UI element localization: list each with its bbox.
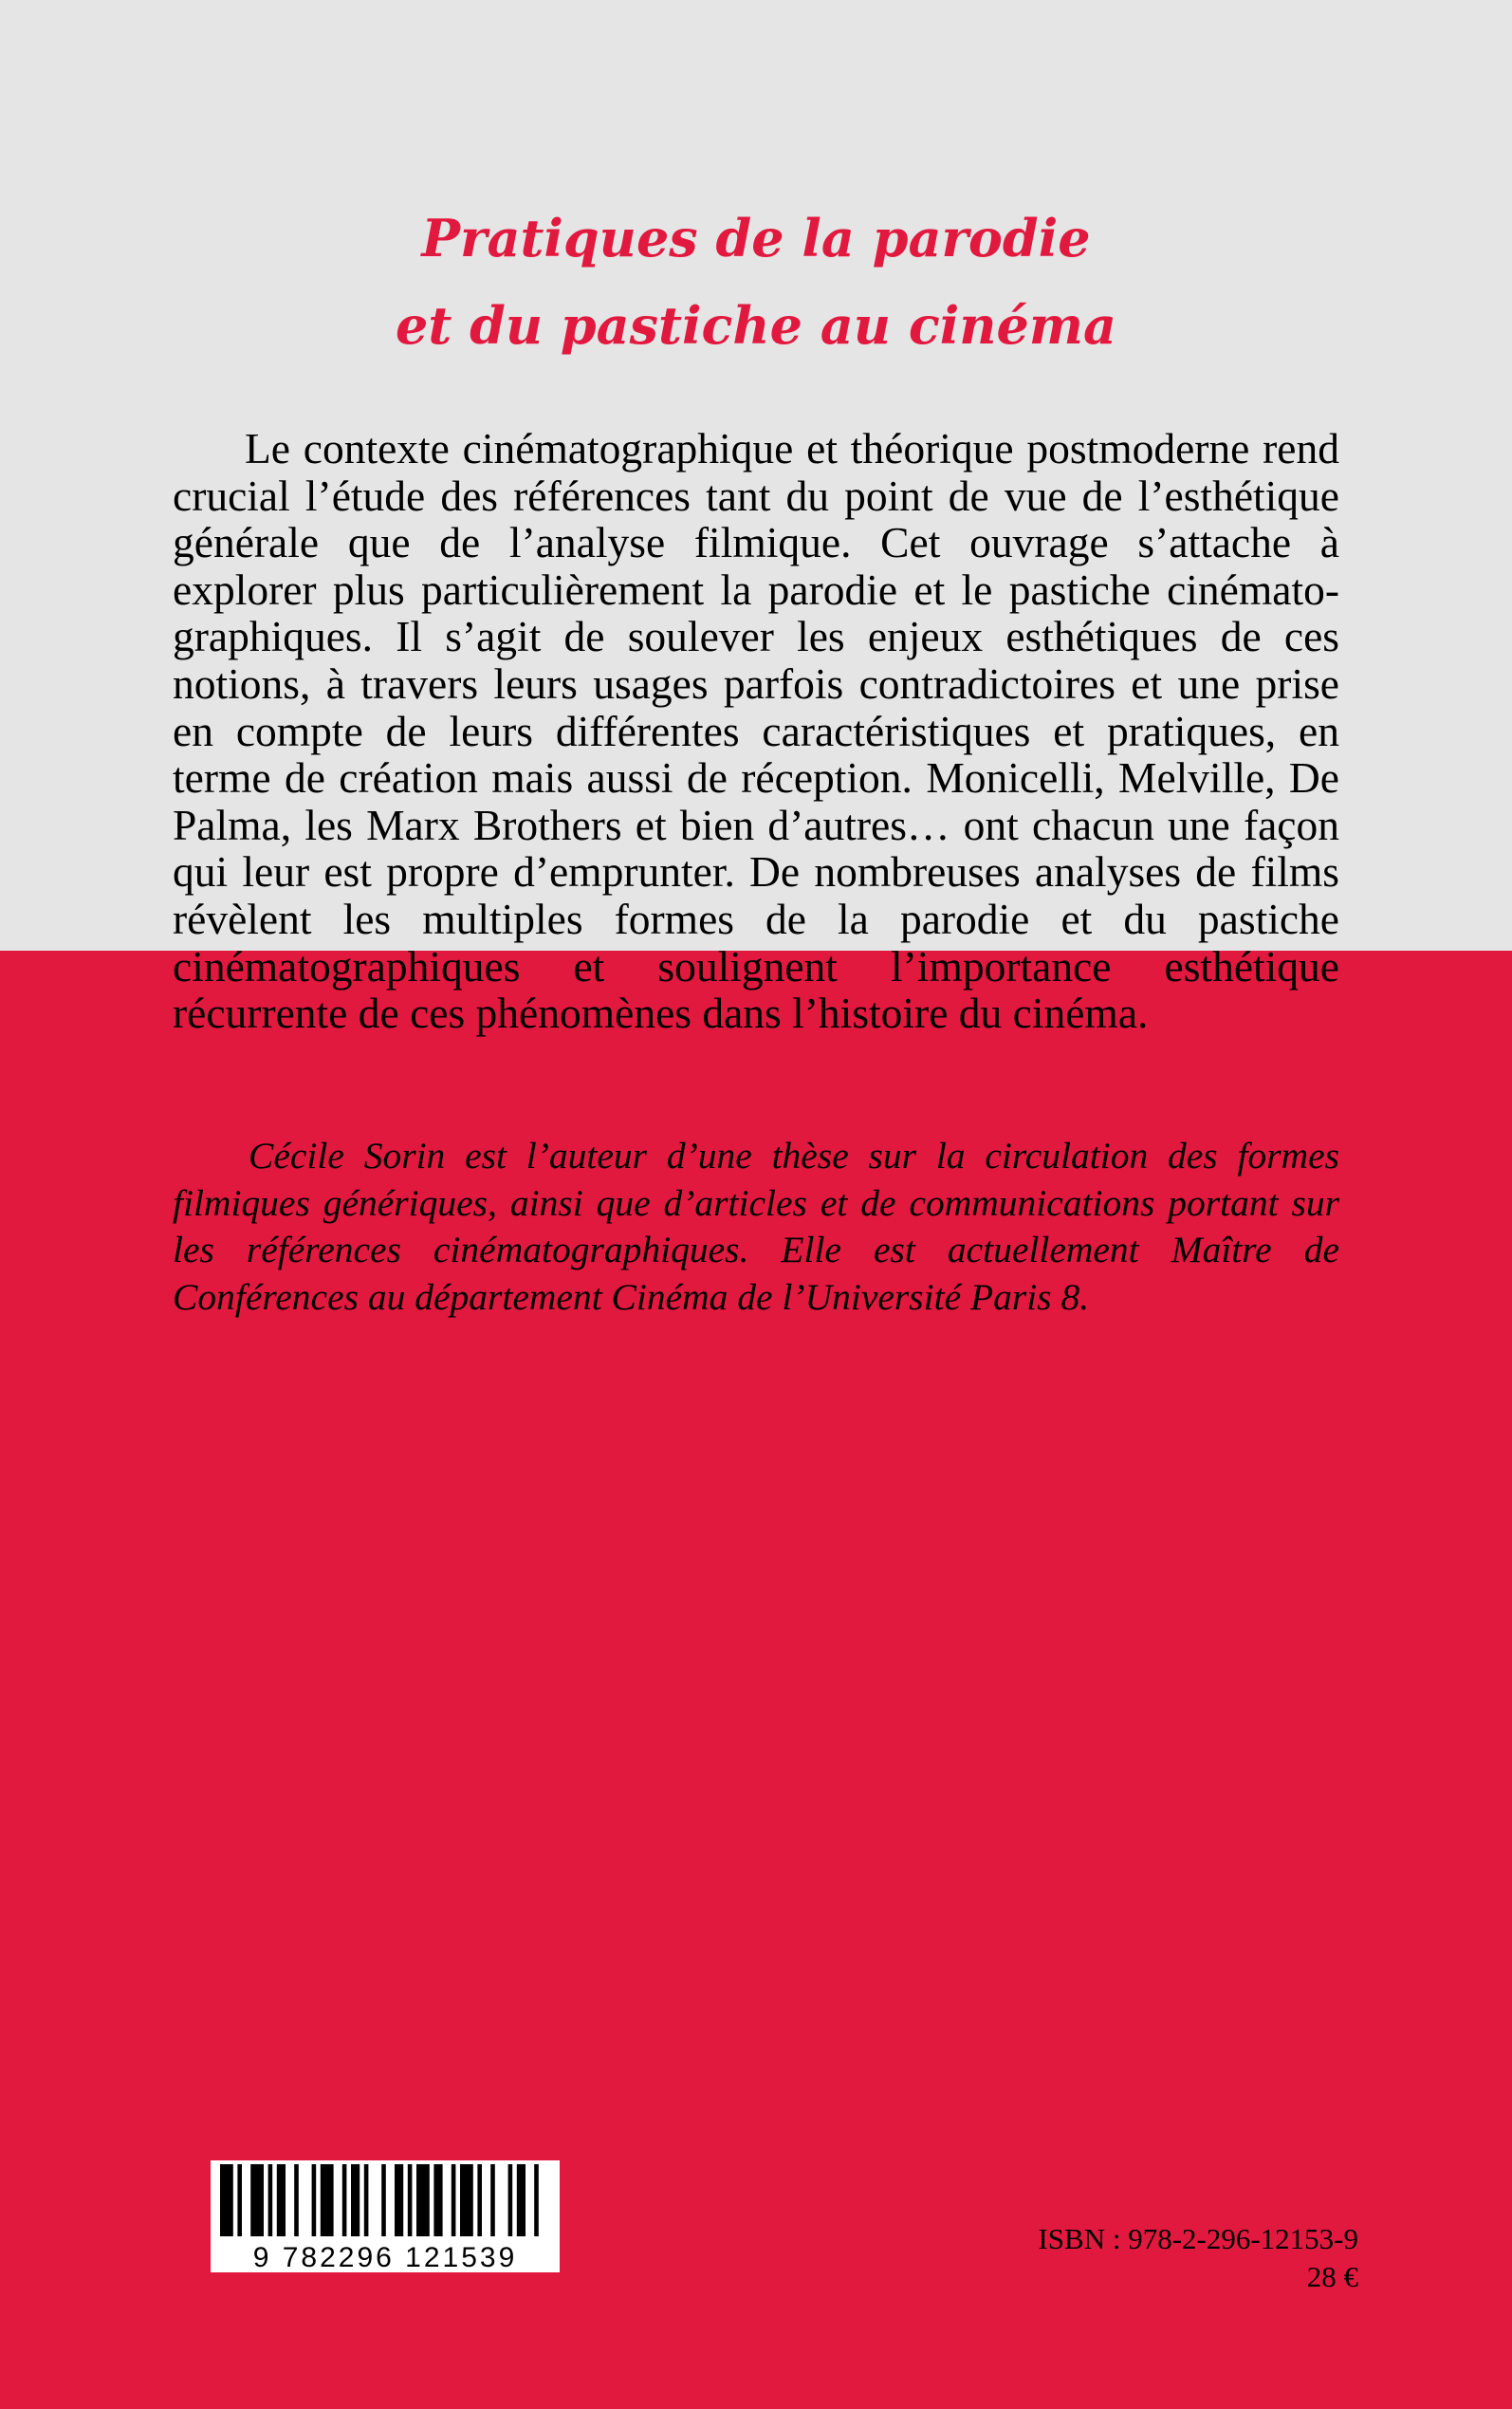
barcode-bar <box>364 2164 369 2236</box>
barcode-bar <box>294 2164 299 2236</box>
barcode-bar <box>220 2164 233 2236</box>
barcode-bar <box>237 2164 242 2236</box>
barcode-bar <box>477 2164 482 2236</box>
barcode-bar <box>534 2164 539 2236</box>
barcode-bar <box>416 2164 430 2236</box>
barcode-bar <box>277 2164 286 2236</box>
barcode-bar <box>342 2164 347 2236</box>
title-line-2: et du pastiche au cinéma <box>395 295 1116 356</box>
barcode-bar <box>490 2164 495 2236</box>
barcode-bar <box>460 2164 473 2236</box>
title-line-1: Pratiques de la parodie <box>421 208 1091 269</box>
barcode-bar <box>312 2164 317 2236</box>
barcode-bar <box>508 2164 513 2236</box>
barcode-bar <box>268 2164 273 2236</box>
book-blurb: Le contexte cinématographique et théorique postmoderne rend crucial l’étude des références tant du point de vue de l’esthétique générale que de l’analyse filmique. Cet ouvrage s’attache à explorer plus particulièrement la parodie et le pastiche cinématographiques. Il s’agit de soulever les enjeux esthétiques de ces notions, à travers leurs usages parfois contradictoires et une prise en compte de leurs différentes caractéristiques et pratiques, en terme de création mais aussi de réception. Monicelli, Melville, De Palma, les Marx Brothers et bien d’autres… ont chacun une façon qui leur est propre d’emprunter. De nombreuses analyses de films révèlent les multiples formes de la parodie et du pastiche cinématographiques et soulignent l’importance esthétique récurrente de ces phénomènes dans l’histoire du cinéma. <box>173 424 1339 1038</box>
price: 28 € <box>1306 2260 1358 2293</box>
barcode-digits: 9 782296 121539 <box>252 2242 518 2272</box>
barcode-bar <box>452 2164 456 2236</box>
barcode-bar <box>351 2164 360 2236</box>
barcode-graphic <box>211 2160 560 2272</box>
barcode-bar <box>395 2164 403 2236</box>
barcode-bar <box>408 2164 413 2236</box>
barcode-bar <box>517 2164 526 2236</box>
barcode-bar <box>250 2164 264 2236</box>
isbn-barcode <box>211 2160 560 2272</box>
isbn-number: ISBN : 978-2-296-12153-9 <box>1038 2222 1358 2255</box>
barcode-bar <box>433 2164 442 2236</box>
book-title <box>0 195 1512 369</box>
barcode-bar <box>321 2164 334 2236</box>
author-bio: Cécile Sorin est l’auteur d’une thèse sur la circulation des formes filmiques génériques, ainsi que d’articles et de communications portant sur les références cinématographiques. Elle est actuellement Maître de Conférences au département Cinéma de l’Université Paris 8. <box>173 1135 1339 1318</box>
barcode-bar <box>381 2164 386 2236</box>
